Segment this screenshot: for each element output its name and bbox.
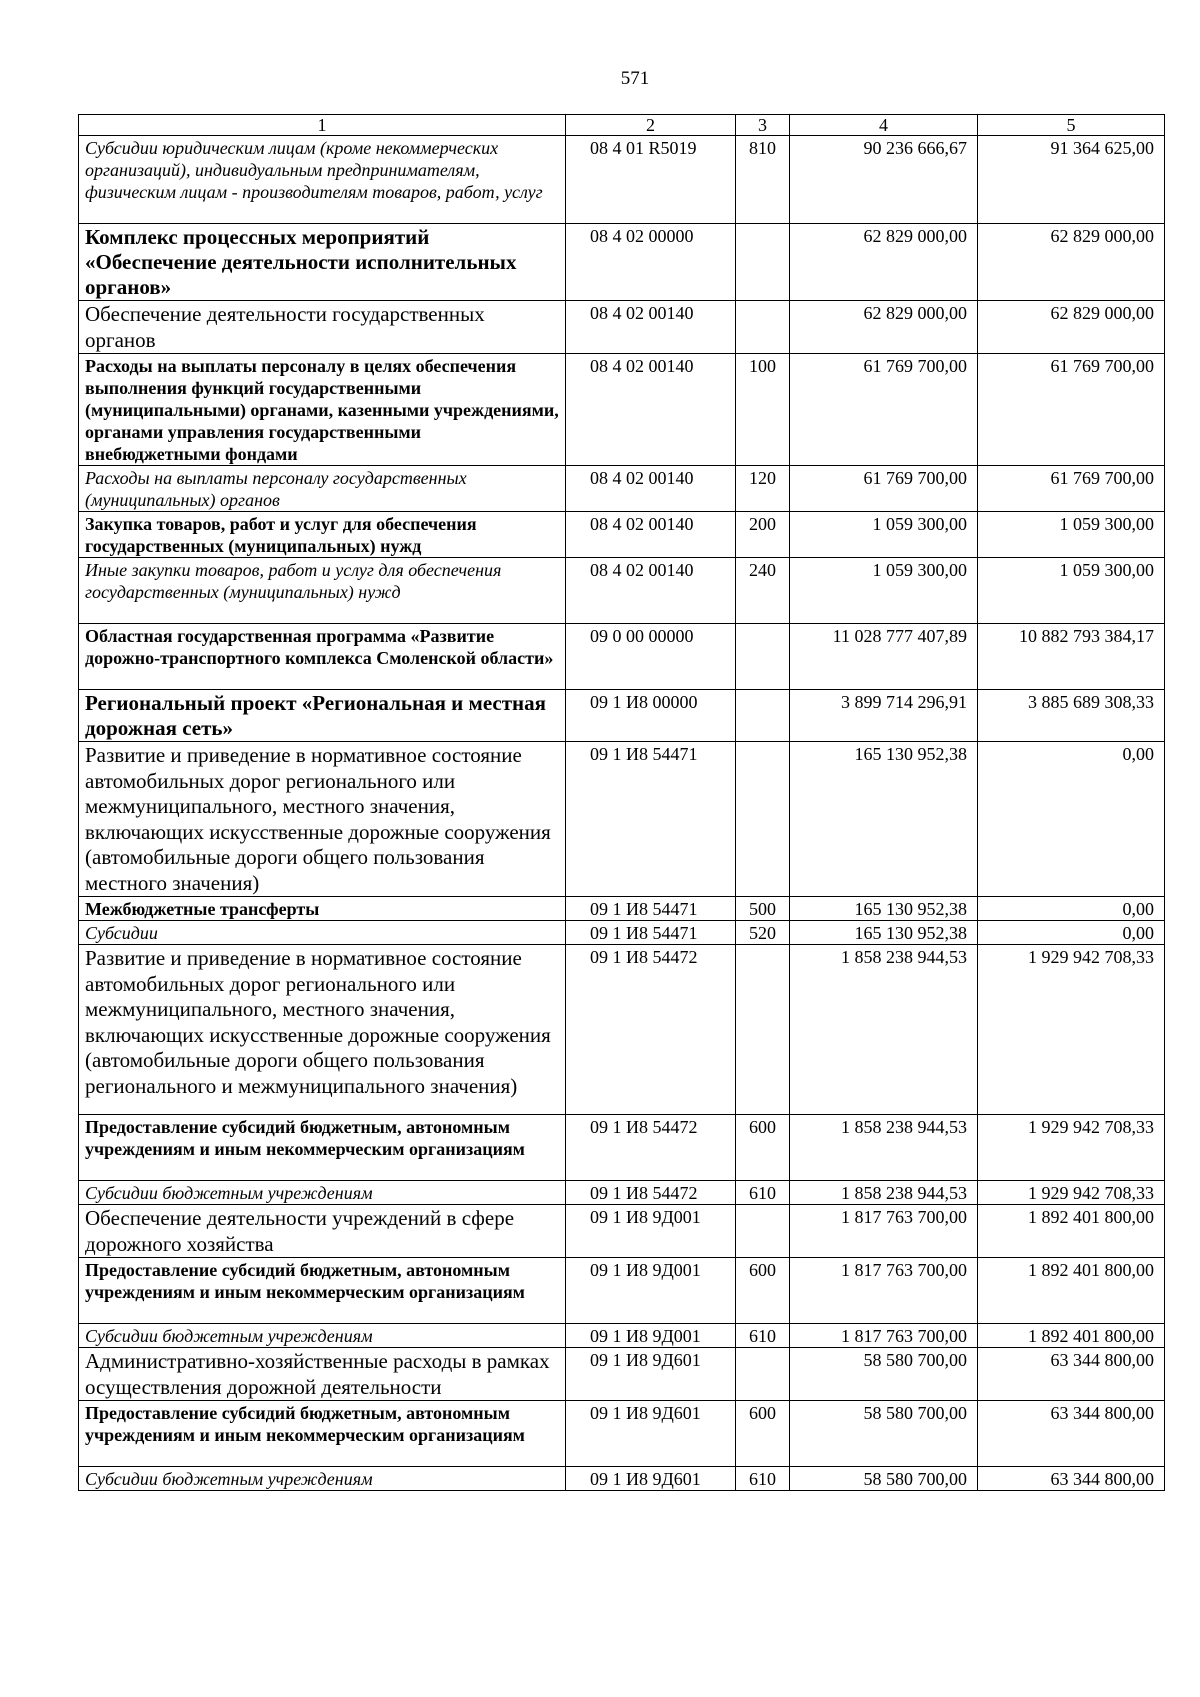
table-row: [79, 558, 1165, 624]
row-sum-year-1: 1 817 763 700,00: [790, 1324, 978, 1348]
row-expense-type: 200: [736, 512, 790, 558]
row-name: Предоставление субсидий бюджетным, автономным учреждениям и иным некоммерческим организациям: [79, 1115, 566, 1181]
row-code: 09 1 И8 9Д001: [566, 1205, 736, 1258]
table-row: [79, 624, 1165, 690]
row-sum-year-2: 0,00: [978, 897, 1165, 921]
row-expense-type: [736, 742, 790, 897]
row-code: 08 4 02 00000: [566, 224, 736, 301]
row-sum-year-2: 0,00: [978, 742, 1165, 897]
row-expense-type: 810: [736, 136, 790, 224]
row-name: Субсидии бюджетным учреждениям: [79, 1181, 566, 1205]
row-code: 08 4 02 00140: [566, 301, 736, 354]
row-expense-type: [736, 945, 790, 1115]
row-code: 09 1 И8 54472: [566, 1115, 736, 1181]
row-sum-year-1: 1 858 238 944,53: [790, 945, 978, 1115]
row-sum-year-1: 165 130 952,38: [790, 742, 978, 897]
table-row: [79, 945, 1165, 1115]
row-expense-type: 600: [736, 1115, 790, 1181]
row-sum-year-2: 3 885 689 308,33: [978, 690, 1165, 742]
table-row: [79, 1258, 1165, 1324]
table-row: [79, 1324, 1165, 1348]
row-name: Предоставление субсидий бюджетным, автономным учреждениям и иным некоммерческим организациям: [79, 1258, 566, 1324]
table-row: [79, 224, 1165, 301]
row-name: Субсидии: [79, 921, 566, 945]
row-code: 09 1 И8 9Д601: [566, 1467, 736, 1491]
row-sum-year-1: 1 817 763 700,00: [790, 1258, 978, 1324]
row-sum-year-2: 63 344 800,00: [978, 1467, 1165, 1491]
row-name: Закупка товаров, работ и услуг для обеспечения государственных (муниципальных) нужд: [79, 512, 566, 558]
row-sum-year-1: 58 580 700,00: [790, 1401, 978, 1467]
row-sum-year-2: 1 892 401 800,00: [978, 1205, 1165, 1258]
row-sum-year-1: 165 130 952,38: [790, 921, 978, 945]
row-sum-year-2: 62 829 000,00: [978, 224, 1165, 301]
table-row: [79, 742, 1165, 897]
row-name: Предоставление субсидий бюджетным, автономным учреждениям и иным некоммерческим организациям: [79, 1401, 566, 1467]
row-sum-year-1: 1 858 238 944,53: [790, 1181, 978, 1205]
row-expense-type: 600: [736, 1258, 790, 1324]
row-name: Развитие и приведение в нормативное состояние автомобильных дорог регионального или межмуниципального, местного значения, включающих искусственные дорожные сооружения (автомобильные дороги общего пользования местного значения): [79, 742, 566, 897]
row-name: Административно-хозяйственные расходы в рамках осуществления дорожной деятельности: [79, 1348, 566, 1401]
row-expense-type: 610: [736, 1181, 790, 1205]
row-name: Субсидии бюджетным учреждениям: [79, 1467, 566, 1491]
row-sum-year-2: 10 882 793 384,17: [978, 624, 1165, 690]
table-row: [79, 512, 1165, 558]
row-expense-type: 240: [736, 558, 790, 624]
row-name: Обеспечение деятельности учреждений в сфере дорожного хозяйства: [79, 1205, 566, 1258]
row-sum-year-2: 1 059 300,00: [978, 512, 1165, 558]
row-expense-type: [736, 224, 790, 301]
row-sum-year-2: 91 364 625,00: [978, 136, 1165, 224]
row-sum-year-2: 1 929 942 708,33: [978, 945, 1165, 1115]
row-code: 08 4 02 00140: [566, 558, 736, 624]
table-row: [79, 354, 1165, 466]
row-sum-year-1: 11 028 777 407,89: [790, 624, 978, 690]
row-name: Обеспечение деятельности государственных органов: [79, 301, 566, 354]
table-row: [79, 897, 1165, 921]
row-expense-type: [736, 301, 790, 354]
row-expense-type: 500: [736, 897, 790, 921]
row-name: Иные закупки товаров, работ и услуг для обеспечения государственных (муниципальных) нужд: [79, 558, 566, 624]
row-name: Региональный проект «Региональная и местная дорожная сеть»: [79, 690, 566, 742]
row-sum-year-2: 1 892 401 800,00: [978, 1258, 1165, 1324]
row-sum-year-2: 63 344 800,00: [978, 1348, 1165, 1401]
column-header: 5: [978, 115, 1165, 136]
budget-table: [78, 114, 1165, 1491]
row-sum-year-2: 62 829 000,00: [978, 301, 1165, 354]
row-sum-year-1: 1 817 763 700,00: [790, 1205, 978, 1258]
row-expense-type: 100: [736, 354, 790, 466]
row-sum-year-1: 1 858 238 944,53: [790, 1115, 978, 1181]
table-row: [79, 1205, 1165, 1258]
row-sum-year-1: 62 829 000,00: [790, 301, 978, 354]
row-code: 08 4 01 R5019: [566, 136, 736, 224]
row-code: 09 1 И8 9Д001: [566, 1258, 736, 1324]
row-sum-year-1: 1 059 300,00: [790, 558, 978, 624]
row-expense-type: [736, 1348, 790, 1401]
row-sum-year-2: 61 769 700,00: [978, 354, 1165, 466]
row-name: Субсидии юридическим лицам (кроме некоммерческих организаций), индивидуальным предпринимателям, физическим лицам - производителям товаров, работ, услуг: [79, 136, 566, 224]
table-row: [79, 466, 1165, 512]
row-code: 08 4 02 00140: [566, 512, 736, 558]
row-code: 09 1 И8 54471: [566, 742, 736, 897]
row-sum-year-1: 58 580 700,00: [790, 1467, 978, 1491]
row-code: 09 1 И8 54472: [566, 945, 736, 1115]
row-code: 09 1 И8 54471: [566, 897, 736, 921]
row-name: Расходы на выплаты персоналу государственных (муниципальных) органов: [79, 466, 566, 512]
table-row: [79, 1401, 1165, 1467]
row-sum-year-2: 1 892 401 800,00: [978, 1324, 1165, 1348]
row-expense-type: [736, 1205, 790, 1258]
column-header: 1: [79, 115, 566, 136]
row-code: 08 4 02 00140: [566, 354, 736, 466]
row-code: 09 1 И8 9Д601: [566, 1348, 736, 1401]
row-sum-year-2: 61 769 700,00: [978, 466, 1165, 512]
row-expense-type: [736, 624, 790, 690]
row-sum-year-1: 3 899 714 296,91: [790, 690, 978, 742]
row-expense-type: 610: [736, 1324, 790, 1348]
table-row: [79, 1181, 1165, 1205]
column-header: 2: [566, 115, 736, 136]
row-code: 09 1 И8 00000: [566, 690, 736, 742]
row-sum-year-2: 0,00: [978, 921, 1165, 945]
row-code: 08 4 02 00140: [566, 466, 736, 512]
row-expense-type: 600: [736, 1401, 790, 1467]
table-header-row: [79, 115, 1165, 136]
row-expense-type: 610: [736, 1467, 790, 1491]
table-row: [79, 1467, 1165, 1491]
row-sum-year-2: 63 344 800,00: [978, 1401, 1165, 1467]
row-sum-year-2: 1 059 300,00: [978, 558, 1165, 624]
row-sum-year-1: 61 769 700,00: [790, 466, 978, 512]
column-header: 4: [790, 115, 978, 136]
row-code: 09 1 И8 9Д001: [566, 1324, 736, 1348]
row-name: Расходы на выплаты персоналу в целях обеспечения выполнения функций государственными (муниципальными) органами, казенными учреждениями, органами управления государственными внебюджетными фондами: [79, 354, 566, 466]
row-expense-type: 120: [736, 466, 790, 512]
table-row: [79, 136, 1165, 224]
row-sum-year-1: 90 236 666,67: [790, 136, 978, 224]
row-sum-year-2: 1 929 942 708,33: [978, 1115, 1165, 1181]
row-code: 09 0 00 00000: [566, 624, 736, 690]
row-sum-year-1: 1 059 300,00: [790, 512, 978, 558]
page-number: 571: [620, 68, 650, 89]
row-name: Областная государственная программа «Развитие дорожно-транспортного комплекса Смоленской области»: [79, 624, 566, 690]
table-row: [79, 690, 1165, 742]
row-name: Субсидии бюджетным учреждениям: [79, 1324, 566, 1348]
row-expense-type: [736, 690, 790, 742]
row-sum-year-2: 1 929 942 708,33: [978, 1181, 1165, 1205]
row-name: Комплекс процессных мероприятий «Обеспечение деятельности исполнительных органов»: [79, 224, 566, 301]
column-header: 3: [736, 115, 790, 136]
table-row: [79, 1115, 1165, 1181]
row-code: 09 1 И8 9Д601: [566, 1401, 736, 1467]
table-row: [79, 301, 1165, 354]
row-code: 09 1 И8 54472: [566, 1181, 736, 1205]
table-row: [79, 921, 1165, 945]
row-expense-type: 520: [736, 921, 790, 945]
row-sum-year-1: 61 769 700,00: [790, 354, 978, 466]
row-name: Межбюджетные трансферты: [79, 897, 566, 921]
row-name: Развитие и приведение в нормативное состояние автомобильных дорог регионального или межмуниципального, местного значения, включающих искусственные дорожные сооружения (автомобильные дороги общего пользования регионального и межмуниципального значения): [79, 945, 566, 1115]
table-row: [79, 1348, 1165, 1401]
row-sum-year-1: 165 130 952,38: [790, 897, 978, 921]
row-sum-year-1: 58 580 700,00: [790, 1348, 978, 1401]
row-code: 09 1 И8 54471: [566, 921, 736, 945]
row-sum-year-1: 62 829 000,00: [790, 224, 978, 301]
